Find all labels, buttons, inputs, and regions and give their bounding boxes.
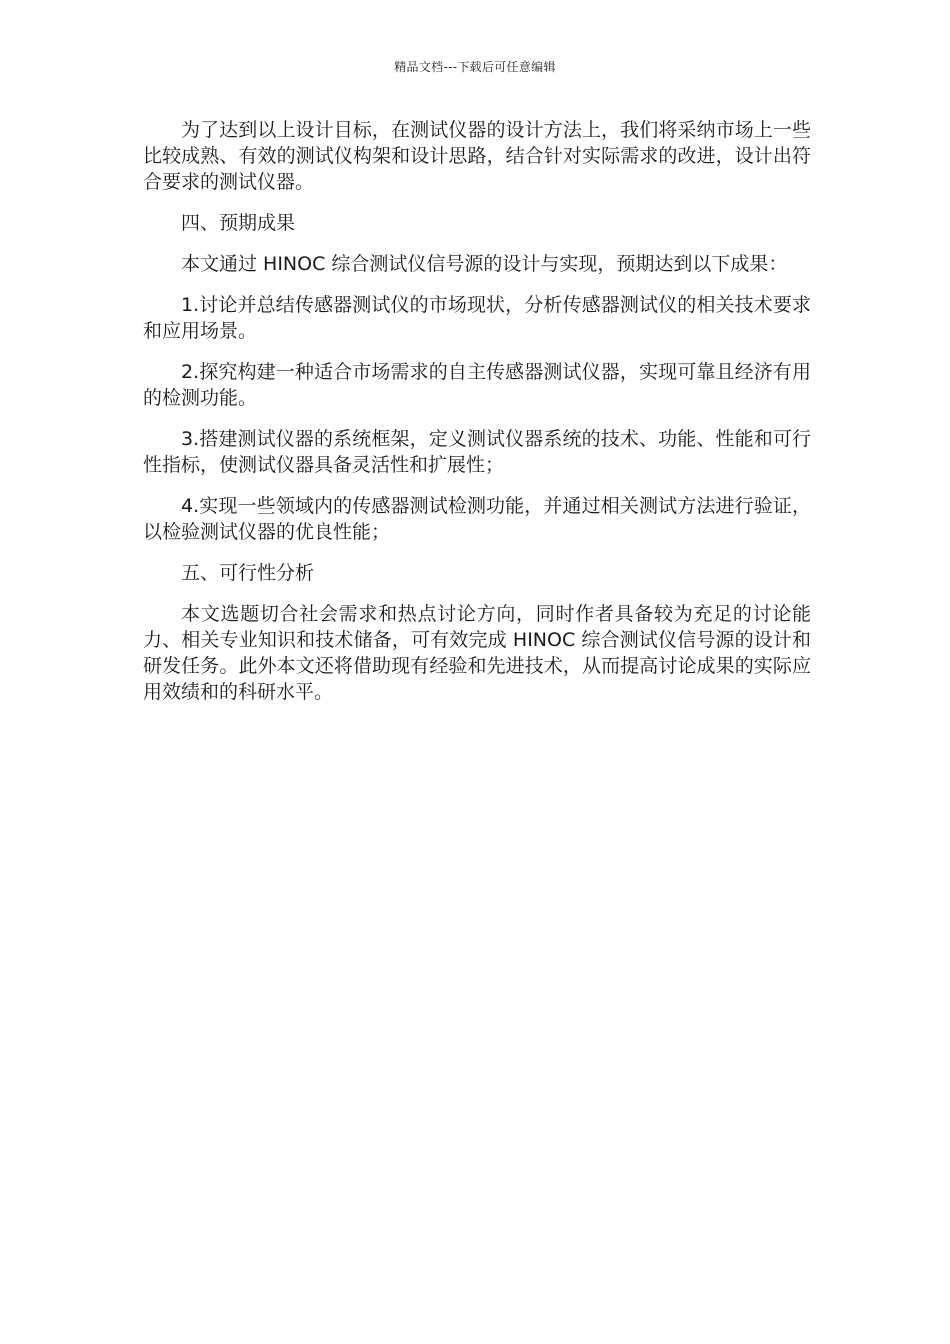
document-body [143,117,811,720]
paragraph-expected-intro: 本文通过 HINOC 综合测试仪信号源的设计与实现，预期达到以下成果： [181,253,788,275]
section-heading-expected-results: 四、预期成果 [181,212,296,234]
list-item-1: 1.讨论并总结传感器测试仪的市场现状，分析传感器测试仪的相关技术要求和应用场景。 [143,294,811,342]
list-item-3: 3.搭建测试仪器的系统框架，定义测试仪器系统的技术、功能、性能和可行性指标，使测试仪器具备灵活性和扩展性； [143,428,811,476]
paragraph-design-approach: 为了达到以上设计目标，在测试仪器的设计方法上，我们将采纳市场上一些比较成熟、有效的测试仪构架和设计思路，结合针对实际需求的改进，设计出符合要求的测试仪器。 [143,119,811,193]
page-header: 精品文档---下载后可任意编辑 [394,60,556,74]
list-item-2: 2.探究构建一种适合市场需求的自主传感器测试仪器，实现可靠且经济有用的检测功能。 [143,361,811,409]
list-item-4: 4.实现一些领域内的传感器测试检测功能，并通过相关测试方法进行验证，以检验测试仪器的优良性能； [143,495,811,543]
section-heading-feasibility: 五、可行性分析 [181,562,315,584]
paragraph-feasibility: 本文选题切合社会需求和热点讨论方向，同时作者具备较为充足的讨论能力、相关专业知识和技术储备，可有效完成 HINOC 综合测试仪信号源的设计和研发任务。此外本文还将借助现有经验和先进技术，从而提高讨论成果的实际应用效绩和的科研水平。 [143,603,811,703]
